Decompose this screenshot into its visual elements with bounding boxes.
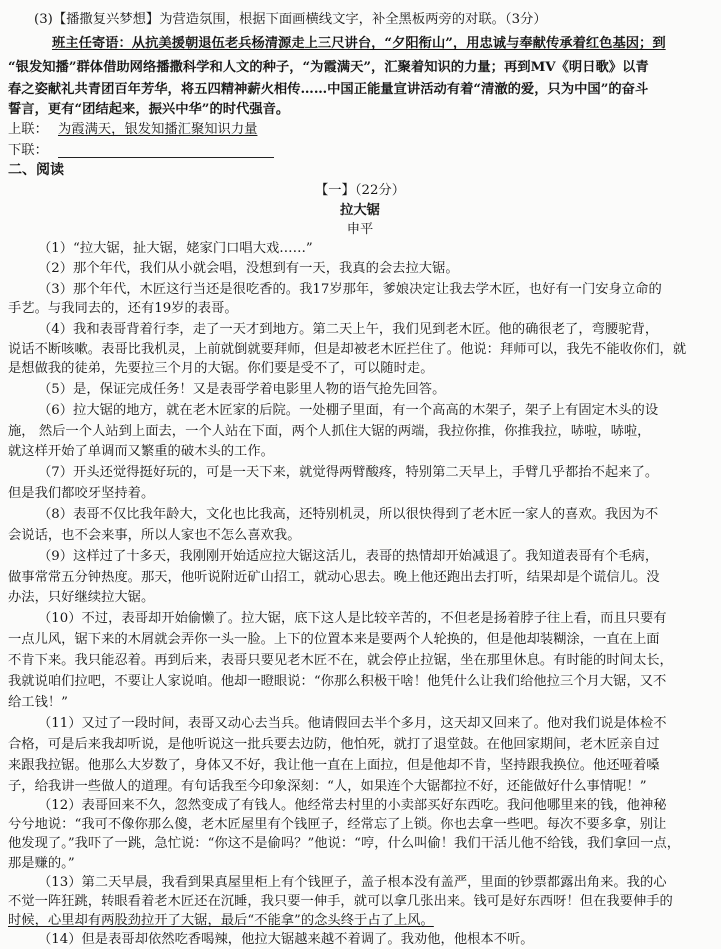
paragraph-12-line-4: 那是赚的。” <box>8 855 75 871</box>
paragraph-11-line-2: 合格，可是后来我却听说，是他听说这一批兵要去边防，他怕死，就打了退堂鼓。在他回家期间，老木匠亲自过 <box>8 737 660 752</box>
paragraph-3-line-1: （3）那个年代，木匠这行当还是很吃香的。我17岁那年，爹娘决定让我去学木匠，也好有一门安身立命的 <box>38 282 662 297</box>
paragraph-11-line-4: 子，给我讲一些做人的道理。有句话我至今印象深刻：“人，如果连个大锯都拉不好，还能做好什么事情呢！” <box>8 779 647 794</box>
upper-couplet-text: 为霞满天，银发知播汇聚知识力量 <box>58 122 258 137</box>
paragraph-12-line-2: 兮兮地说：“我可不像你那么傻，老木匠屋里有个钱匣子，经常忘了上锁。你也去拿一些吧。每次不要多拿，别让 <box>8 817 667 833</box>
teacher-message-line-4: 誓言，更有“团结起来，振兴中华”的时代强音。 <box>8 102 290 117</box>
lower-couplet-answer-blank <box>58 157 274 158</box>
paragraph-10-line-2: 一点儿风，锯下来的木屑就会弄你一头一脸。上下的位置本来是要两个人轮换的，但是他却装糊涂，一直在上面 <box>8 632 660 647</box>
paragraph-9-line-3: 办法，只好继续拉大锯。 <box>8 590 155 605</box>
paragraph-13-line-3: 时候，心里却有两股劲拉开了大锯，最后“不能拿”的念头终于占了上风。 <box>8 913 434 929</box>
paragraph-9-line-2: 做事常常五分钟热度。那天，他听说附近矿山招工，就动心思去。晚上他还跑出去打听，结果却是个谎信儿。没 <box>8 570 660 585</box>
section-heading: 二、阅读 <box>8 162 64 178</box>
lower-couplet-label: 下联： <box>8 143 48 158</box>
passage-number: 【一】（22分） <box>314 183 406 198</box>
paragraph-4-line-1: （4）我和表哥背着行李，走了一天才到地方。第二天上午，我们见到老木匠。他的确很老了，弯腰驼背， <box>38 322 659 337</box>
paragraph-6-line-3: 就这样开始了单调而又繁重的破木头的工作。 <box>8 444 274 459</box>
paragraph-11-line-3: 来跟我拉锯。他那么大岁数了，身体又不好，我让他一直在上面拉，但是他却不肯，坚持跟我换位。他还哑着嗓 <box>8 758 660 773</box>
teacher-message-line-2: “银发知播”群体借助网络播撒科学和人文的种子，“为霞满天”，汇聚着知识的力量；再到MV《明日歌》以青 <box>8 60 649 75</box>
paragraph-3-line-2: 手艺。与我同去的，还有19岁的表哥。 <box>8 301 238 316</box>
paragraph-8-line-1: （8）表哥不仅比我年龄大，文化也比我高，还特别机灵，所以很快得到了老木匠一家人的喜欢。我因为不 <box>38 507 659 522</box>
paragraph-1: （1）“拉大锯，扯大锯，姥家门口唱大戏……” <box>38 241 313 256</box>
paragraph-11-line-1: （11）又过了一段时间，表哥又动心去当兵。他请假回去半个多月，这天却又回来了。他对我们说是体检不 <box>38 716 667 731</box>
paragraph-7-line-2: 但是我们都咬牙坚持着。 <box>8 486 155 501</box>
teacher-message-line-3: 春之姿献礼共青团百年芳华，将五四精神薪火相传……中国正能量宣讲活动有着“清澈的爱，只为中国”的奋斗 <box>8 82 649 97</box>
paragraph-4-line-3: 是想做我的徒弟，先要拉三个月的大锯。你们要是受不了，可以随时走。 <box>8 361 434 376</box>
paragraph-13-line-2: 不觉一阵狂跳，转眼看着老木匠还在沉睡，我只要一伸手，就可以拿几张出来。钱可是好东西呀！但在我要伸手的 <box>8 894 673 909</box>
paragraph-10-line-5: 给工钱！” <box>8 695 68 710</box>
passage-title: 拉大锯 <box>340 203 380 218</box>
paragraph-5: （5）是，保证完成任务！又是表哥学着电影里人物的语气抢先回答。 <box>38 382 446 397</box>
paragraph-12-line-1: （12）表哥回来不久，忽然变成了有钱人。他经常去村里的小卖部买好东西吃。我问他哪里来的钱，他神秘 <box>38 798 667 813</box>
paragraph-7-line-1: （7）开头还觉得挺好玩的，可是一天下来，就觉得两臂酸疼，特别第二天早上，手臂几乎都抬不起来了。 <box>38 465 659 480</box>
paragraph-9-line-1: （9）这样过了十多天，我刚刚开始适应拉大锯这活儿，表哥的热情却开始减退了。我知道表哥有个毛病， <box>38 549 659 564</box>
paragraph-10-line-1: （10）不过，表哥却开始偷懒了。拉大锯，底下这人是比较辛苦的，不但老是扬着脖子往上看，而且只要有 <box>38 611 667 626</box>
question-3: (3)【播撒复兴梦想】为营造氛围，根据下面画横线文字，补全黑板两旁的对联。（3分） <box>34 12 547 27</box>
paragraph-10-line-4: 我就说咱们拉吧，不要让人家说咱。他却一瞪眼说：“你那么积极干啥！他凭什么让我们给他拉三个月大锯，又不 <box>8 674 667 689</box>
paragraph-6-line-2: 施， 然后一个人站到上面去，一个人站在下面，两个人抓住大锯的两端，我拉你推，你推我拉，哧啦，哧啦， <box>8 424 651 439</box>
teacher-message-line-1: 班主任寄语：从抗美援朝退伍老兵杨清源走上三尺讲台，“夕阳衔山”，用忠诚与奉献传承着红色基因；到 <box>52 36 666 51</box>
passage-author: 申平 <box>346 222 374 237</box>
paragraph-4-line-2: 说话不断咳嗽。表哥比我机灵，上前就倒就要拜师，但是却被老木匠拦住了。他说：拜师可以，我先不能收你们，就 <box>8 342 687 357</box>
paragraph-6-line-1: （6）拉大锯的地方，就在老木匠家的后院。一处棚子里面，有一个高高的木架子，架子上有固定木头的设 <box>38 403 659 418</box>
paragraph-14: （14）但是表哥却依然吃香喝辣，他拉大锯越来越不着调了。我劝他，他根本不听。 <box>38 932 534 948</box>
paragraph-2: （2）那个年代，我们从小就会唱，没想到有一天，我真的会去拉大锯。 <box>38 261 459 276</box>
upper-couplet-label: 上联： <box>8 122 48 137</box>
paragraph-13-line-1: （13）第二天早晨，我看到果真屋里柜上有个钱匣子，盖子根本没有盖严，里面的钞票都露出角来。我的心 <box>38 874 667 890</box>
paragraph-8-line-2: 会说话，也不会来事，所以人家也不怎么喜欢我。 <box>8 528 301 543</box>
paragraph-10-line-3: 不肯下来。我只能忍着。再到后来，表哥只要见老木匠不在，就会停止拉锯，坐在那里休息。有时能的时间太长， <box>8 653 673 668</box>
paragraph-12-line-3: 他发现了。”我吓了一跳，急忙说：“你这不是偷吗？”他说：“哼，什么叫偷！我们干活儿他不给钱，我们拿回一点， <box>8 836 681 852</box>
